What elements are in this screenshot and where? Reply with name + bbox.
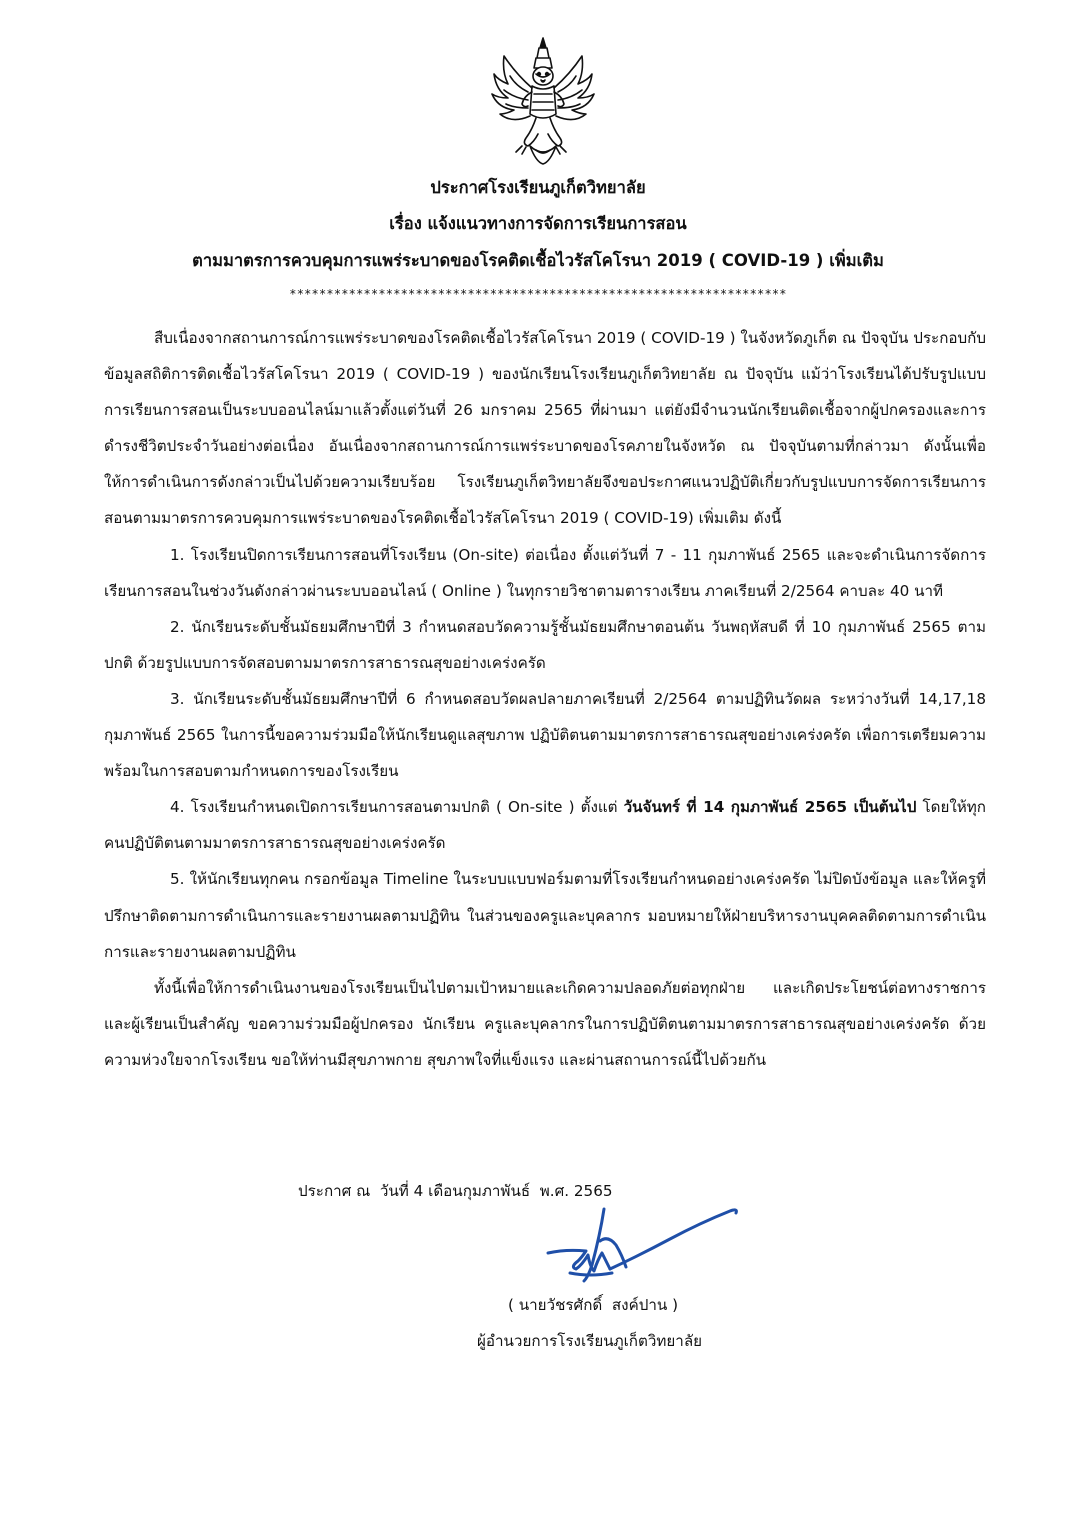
- item-5: 5. ให้นักเรียนทุกคน กรอกข้อมูล Timeline ในระบบแบบฟอร์มตามที่โรงเรียนกำหนดอย่างเคร่งครัด ไม่ปิดบังข้อมูล และให้ครูที่ปรึกษาติดตามการดำเนินการและรายงานผลตามปฏิทิน ในส่วนของครูและบุคลากร มอบหมายให้ฝ่ายบริหารงานบุคคลติดตามการดำเนินการและรายงานผลตามปฏิทิน: [104, 870, 986, 961]
- item-3: 3. นักเรียนระดับชั้นมัธยมศึกษาปีที่ 6 กำหนดสอบวัดผลปลายภาคเรียนที่ 2/2564 ตามปฏิทินวัดผล ระหว่างวันที่ 14,17,18 กุมภาพันธ์ 2565 ในการนี้ขอความร่วมมือให้นักเรียนดูแลสุขภาพ ปฏิบัติตนตามมาตรการสาธารณสุขอย่างเคร่งครัด เพื่อการเตรียมความพร้อมในการสอบตามกำหนดการของโรงเรียน: [104, 689, 986, 781]
- item-4-highlight: วันจันทร์ ที่ 14 กุมภาพันธ์ 2565 เป็นต้นไป: [623, 798, 917, 817]
- separator-line: *******************************************************************: [289, 287, 787, 301]
- item-2: 2. นักเรียนระดับชั้นมัธยมศึกษาปีที่ 3 กำหนดสอบวัดความรู้ชั้นมัธยมศึกษาตอนต้น วันพฤหัสบดี ที่ 10 กุมภาพันธ์ 2565 ตามปกติ ด้วยรูปแบบการจัดสอบตามมาตรการสาธารณสุขอย่างเคร่งครัด: [104, 617, 986, 672]
- announcement-subject: เรื่อง แจ้งแนวทางการจัดการเรียนการสอน: [389, 214, 687, 233]
- handwritten-signature-icon: [530, 1195, 750, 1305]
- closing-paragraph: ทั้งนี้เพื่อให้การดำเนินงานของโรงเรียนเป็นไปตามเป้าหมายและเกิดความปลอดภัยต่อทุกฝ่าย และเกิดประโยชน์ต่อทางราชการและผู้เรียนเป็นสำคัญ ขอความร่วมมือผู้ปกครอง นักเรียน ครูและบุคลากรในการปฏิบัติตนตามมาตรการสาธารณสุขอย่างเคร่งครัด ด้วยความห่วงใยจากโรงเรียน ขอให้ท่านมีสุขภาพกาย สุขภาพใจที่แข็งแรง และผ่านสถานการณ์นี้ไปด้วยกัน: [104, 978, 986, 1069]
- announcement-title: ประกาศโรงเรียนภูเก็ตวิทยาลัย: [430, 178, 646, 197]
- signer-title: ผู้อำนวยการโรงเรียนภูเก็ตวิทยาลัย: [477, 1332, 703, 1350]
- item-4-suffix: โดยให้ทุกคนปฏิบัติตนตามมาตรการสาธารณสุขอย่างเคร่งครัด: [104, 798, 986, 853]
- item-4: [104, 789, 986, 861]
- item-4-prefix: 4. โรงเรียนกำหนดเปิดการเรียนการสอนตามปกติ ( On-site ) ตั้งแต่: [170, 798, 624, 817]
- signer-name: ( นายวัชรศักดิ์ สงค์ปาน ): [508, 1296, 679, 1314]
- announcement-subtitle: ตามมาตรการควบคุมการแพร่ระบาดของโรคติดเชื้อไวรัสโคโรนา 2019 ( COVID-19 ) เพิ่มเติม: [192, 251, 884, 270]
- announcement-date: ประกาศ ณ วันที่ 4 เดือนกุมภาพันธ์ พ.ศ. 2565: [298, 1182, 613, 1200]
- item-1: 1. โรงเรียนปิดการเรียนการสอนที่โรงเรียน (On-site) ต่อเนื่อง ตั้งแต่วันที่ 7 - 11 กุมภาพันธ์ 2565 และจะดำเนินการจัดการเรียนการสอนในช่วงวันดังกล่าวผ่านระบบออนไลน์ ( Online ) ในทุกรายวิชาตามตารางเรียน ภาคเรียนที่ 2/2564 คาบละ 40 นาที: [104, 545, 986, 600]
- announcement-body: [104, 320, 986, 1078]
- garuda-emblem-icon: [488, 34, 598, 166]
- intro-paragraph: สืบเนื่องจากสถานการณ์การแพร่ระบาดของโรคติดเชื้อไวรัสโคโรนา 2019 ( COVID-19 ) ในจังหวัดภูเก็ต ณ ปัจจุบัน ประกอบกับข้อมูลสถิติการติดเชื้อไวรัสโคโรนา 2019 ( COVID-19 ) ของนักเรียนโรงเรียนภูเก็ตวิทยาลัย ณ ปัจจุบัน แม้ว่าโรงเรียนได้ปรับรูปแบบการเรียนการสอนเป็นระบบออนไลน์มาแล้วตั้งแต่วันที่ 26 มกราคม 2565 ที่ผ่านมา แต่ยังมีจำนวนนักเรียนติดเชื้อจากผู้ปกครองและการดำรงชีวิตประจำวันอย่างต่อเนื่อง อันเนื่องจากสถานการณ์การแพร่ระบาดของโรคภายในจังหวัด ณ ปัจจุบันตามที่กล่าวมา ดังนั้นเพื่อให้การดำเนินการดังกล่าวเป็นไปด้วยความเรียบร้อย โรงเรียนภูเก็ตวิทยาลัยจึงขอประกาศแนวปฏิบัติเกี่ยวกับรูปแบบการจัดการเรียนการสอนตามมาตรการควบคุมการแพร่ระบาดของโรคติดเชื้อไวรัสโคโรนา 2019 ( COVID-19) เพิ่มเติม ดังนี้: [104, 329, 986, 528]
